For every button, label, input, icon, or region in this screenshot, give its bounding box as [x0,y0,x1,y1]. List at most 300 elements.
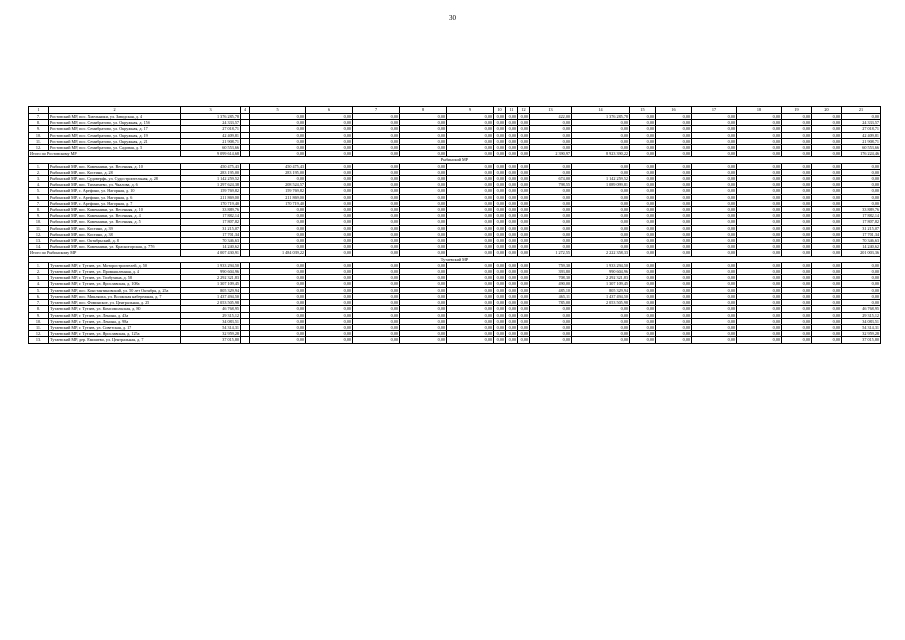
table-cell: 0,00 [353,182,400,188]
table-cell: 0,00 [737,182,782,188]
table-cell: 0,00 [656,225,692,231]
table-cell: 0,00 [447,194,494,200]
total-cell: 0,00 [353,151,400,157]
table-cell: 70 346,63 [181,238,241,244]
table-cell: 0,00 [572,169,630,175]
table-cell: 17 882,14 [181,213,241,219]
table-cell: 0,00 [692,188,737,194]
table-cell: 0,00 [400,262,447,268]
table-cell: 0,00 [518,163,530,169]
table-cell: 0,00 [353,244,400,250]
table-cell: 7. [29,200,49,206]
total-cell: 1 272,55 [530,250,572,256]
table-cell: 990 604,96 [181,269,241,275]
table-cell: 0,00 [447,337,494,343]
table-cell: 0,00 [494,169,506,175]
page-number: 30 [449,14,456,22]
table-cell: 1 089 099,81 [572,182,630,188]
table-cell: 0,00 [630,300,656,306]
table-cell: 0,00 [812,318,842,324]
table-cell: 0,00 [737,231,782,237]
table-cell: 0,00 [737,194,782,200]
table-cell: 13. [29,238,49,244]
table-cell: 0,00 [447,331,494,337]
table-cell: 0,00 [518,269,530,275]
table-cell: 0,00 [630,331,656,337]
table-cell: 0,00 [518,169,530,175]
total-cell: 9 099 614,68 [181,151,241,157]
table-cell: 0,00 [530,138,572,144]
table-cell: 0,00 [400,269,447,275]
table-cell: 0,00 [530,238,572,244]
table-cell: 0,00 [447,281,494,287]
table-cell: 0,00 [812,169,842,175]
table-cell: 0,00 [530,188,572,194]
address-cell: Тутаевский МР, дер. Емишево, ул. Центральная, д. 7 [49,337,181,343]
table-cell: 0,00 [494,225,506,231]
table-cell: 0,00 [506,225,518,231]
table-cell: 0,00 [630,182,656,188]
header-cell: 10 [494,107,506,114]
table-cell: 0,00 [250,262,306,268]
table-cell: 0,00 [353,331,400,337]
table-cell: 0,00 [572,207,630,213]
table-cell: 0,00 [572,213,630,219]
table-cell: 17 807,82 [842,219,881,225]
table-cell: 5. [29,287,49,293]
table-cell: 0,00 [353,163,400,169]
table-cell: 0,00 [692,138,737,144]
table-cell: 0,00 [518,238,530,244]
table-cell: 0,00 [400,306,447,312]
table-cell: 0,00 [306,145,353,151]
table-cell: 17 701,34 [842,231,881,237]
table-cell: 0,00 [518,225,530,231]
table-cell: 0,00 [353,132,400,138]
table-cell: 0,00 [692,244,737,250]
table-cell: 0,00 [656,132,692,138]
table-cell: 0,00 [812,200,842,206]
table-cell: 0,00 [250,244,306,250]
table-cell: 1 437 494,50 [572,293,630,299]
header-cell: 17 [692,107,737,114]
table-cell: 2. [29,269,49,275]
address-cell: Рыбинский МР, пос. Костино, д. 28 [49,169,181,175]
table-cell: 0,00 [782,219,812,225]
table-cell: 0,00 [506,287,518,293]
table-cell: 0,00 [737,219,782,225]
table-cell: 0,00 [842,200,881,206]
table-cell: 0,00 [518,194,530,200]
table-cell: 0,00 [812,293,842,299]
table-cell: 0,00 [400,126,447,132]
table-cell: 0,00 [518,182,530,188]
table-cell: 0,00 [656,182,692,188]
address-cell: Ростовский МР, пос. Хмельники, ул. Заводская, д. 4 [49,114,181,120]
total-cell: 8 923 390,22 [572,151,630,157]
table-cell: 0,00 [572,312,630,318]
table-cell: 0,00 [842,293,881,299]
total-cell: 0,00 [400,250,447,256]
table-cell: 0,00 [572,331,630,337]
table-cell: 0,00 [782,225,812,231]
table-cell: 0,00 [692,324,737,330]
table-cell: 14. [29,244,49,250]
table-cell: 1 142 259,52 [572,176,630,182]
table-cell: 0,00 [494,207,506,213]
table-cell: 0,00 [306,324,353,330]
table-cell: 0,00 [494,213,506,219]
address-cell: Рыбинский МР, пос. Каменники, ул. Красногорская, д. 77б [49,244,181,250]
table-cell: 0,00 [530,120,572,126]
table-cell: 2 053 505,98 [181,300,241,306]
table-cell: 0,00 [782,176,812,182]
table-cell: 0,00 [506,231,518,237]
address-cell: Рыбинский МР, пос. Каменники, ул. Весенняя, д. 4 [49,213,181,219]
table-cell: 465,11 [530,293,572,299]
table-cell: 0,00 [353,169,400,175]
table-cell: 0,00 [630,219,656,225]
table-cell: 0,00 [250,176,306,182]
table-cell: 0,00 [494,331,506,337]
table-cell: 0,00 [518,306,530,312]
table-cell: 10. [29,132,49,138]
table-cell: 422,00 [530,114,572,120]
table-cell: 0,00 [656,213,692,219]
table-cell: 0,00 [782,293,812,299]
table-cell: 0,00 [692,200,737,206]
table-cell: 0,00 [306,293,353,299]
table-cell: 0,00 [782,138,812,144]
table-cell: 0,00 [353,176,400,182]
table-cell: 0,00 [353,126,400,132]
table-cell: 0,00 [572,120,630,126]
table-cell: 0,00 [737,318,782,324]
table-cell: 0,00 [630,262,656,268]
table-cell: 0,00 [447,114,494,120]
table-cell: 0,00 [656,176,692,182]
table-cell: 0,00 [447,293,494,299]
table-cell: 0,00 [812,219,842,225]
table-cell: 0,00 [518,138,530,144]
table-cell: 0,00 [353,324,400,330]
table-cell: 0,00 [630,114,656,120]
table-row [29,337,881,343]
total-cell: 0,00 [250,151,306,157]
table-cell: 0,00 [353,293,400,299]
table-cell: 0,00 [737,275,782,281]
table-cell: 31 215,07 [842,225,881,231]
table-cell: 0,00 [630,200,656,206]
table-cell: 0,00 [400,169,447,175]
table-cell: 0,00 [530,126,572,132]
table-cell: 0,00 [506,318,518,324]
table-cell: 0,00 [656,324,692,330]
table-cell: 0,00 [494,194,506,200]
table-cell: 0,00 [692,231,737,237]
table-cell: 0,00 [572,337,630,343]
table-cell: 1 933 294,50 [572,262,630,268]
table-cell: 0,00 [782,262,812,268]
table-cell: 0,00 [494,188,506,194]
section-title: Тутаевский МР [29,256,881,262]
table-cell: 2 053 505,98 [572,300,630,306]
table-cell: 0,00 [530,207,572,213]
table-cell: 0,00 [353,219,400,225]
table-cell: 0,00 [250,300,306,306]
table-cell: 208 524,57 [250,182,306,188]
table-cell: 27 018,71 [181,126,241,132]
table-cell: 0,00 [506,126,518,132]
table-cell: 0,00 [306,287,353,293]
table-cell: 0,00 [656,287,692,293]
table-cell: 60 553,66 [842,145,881,151]
table-cell: 0,00 [782,145,812,151]
table-cell: 0,00 [737,163,782,169]
table-cell: 10. [29,318,49,324]
table-cell: 0,00 [250,238,306,244]
table-cell: 0,00 [737,281,782,287]
address-cell: Рыбинский МР, пос. Октябрьский, д. 8 [49,238,181,244]
table-cell: 0,00 [506,337,518,343]
table-cell: 0,00 [353,120,400,126]
table-cell: 0,00 [250,213,306,219]
table-cell: 0,00 [530,324,572,330]
table-cell: 0,00 [447,318,494,324]
table-cell: 0,00 [782,126,812,132]
table-cell: 0,00 [692,213,737,219]
table-cell: 1 142 259,52 [181,176,241,182]
table-cell: 0,00 [353,188,400,194]
table-cell: 0,00 [530,219,572,225]
table-cell: 0,00 [306,262,353,268]
table-cell: 0,00 [656,244,692,250]
table-cell: 0,00 [842,300,881,306]
table-cell: 3. [29,275,49,281]
table-cell: 0,00 [506,300,518,306]
total-cell: 0,00 [630,151,656,157]
address-cell: Рыбинский МР, пос. Костино, д. 39 [49,225,181,231]
table-cell: 0,00 [250,293,306,299]
table-cell: 0,00 [518,176,530,182]
table-cell: 0,00 [812,231,842,237]
total-cell: 0,00 [400,151,447,157]
address-cell: Рыбинский МР, пос. Каменники, ул. Весенняя, д. 10 [49,163,181,169]
table-cell: 8. [29,306,49,312]
address-cell: Тутаевский МР, г. Тутаев, ул. Ярославская, д. 108а [49,281,181,287]
table-cell: 0,00 [400,219,447,225]
table-cell: 0,00 [630,312,656,318]
table-cell: 0,00 [400,231,447,237]
table-cell: 0,00 [692,120,737,126]
header-cell: 16 [656,107,692,114]
table-cell: 0,00 [494,312,506,318]
table-cell: 0,00 [692,194,737,200]
table-cell: 42 409,81 [181,132,241,138]
table-cell: 54 314,31 [181,324,241,330]
table-cell: 0,00 [812,213,842,219]
table-cell: 0,00 [782,318,812,324]
table-cell: 0,00 [782,287,812,293]
total-cell: 0,00 [494,250,506,256]
table-cell: 0,00 [400,287,447,293]
table-cell: 0,00 [692,306,737,312]
address-cell: Тутаевский МР, пос. Микляиха, ул. Волжская набережная, д. 7 [49,293,181,299]
table-cell: 0,00 [812,275,842,281]
address-cell: Тутаевский МР, г. Тутаев, ул. Ленина, д. 43а [49,312,181,318]
table-cell: 0,00 [782,281,812,287]
table-cell: 0,00 [692,219,737,225]
table-cell: 0,00 [572,132,630,138]
table-cell: 0,00 [447,169,494,175]
table-cell: 0,00 [447,275,494,281]
table-cell: 0,00 [842,262,881,268]
table-cell: 0,00 [630,138,656,144]
table-cell: 485,10 [530,287,572,293]
table-cell: 283 195,00 [250,169,306,175]
table-cell: 0,00 [494,126,506,132]
total-cell: 201 003,36 [842,250,881,256]
table-cell: 0,00 [447,176,494,182]
address-cell: Тутаевский МР, г. Тутаев, ул. Советская, д. 17 [49,324,181,330]
header-cell: 19 [782,107,812,114]
table-cell: 0,00 [782,120,812,126]
table-cell: 0,00 [842,169,881,175]
table-cell: 1 307 109,45 [181,281,241,287]
table-cell: 0,00 [630,207,656,213]
address-cell: Ростовский МР, пос. Семибратово, ул. Садовая, д. 5 [49,145,181,151]
table-cell: 0,00 [494,145,506,151]
table-cell: 0,00 [447,269,494,275]
table-cell: 29 315,12 [181,312,241,318]
table-cell: 0,00 [692,337,737,343]
table-cell: 0,00 [506,238,518,244]
table-cell: 0,00 [782,169,812,175]
table-cell: 0,00 [494,163,506,169]
table-cell: 0,00 [250,114,306,120]
table-cell: 0,00 [737,287,782,293]
header-cell: 12 [518,107,530,114]
table-cell: 0,00 [353,262,400,268]
table-cell: 0,00 [494,238,506,244]
table-cell: 0,00 [656,188,692,194]
address-cell: Рыбинский МР, пос. Каменники, ул. Весенняя, д. 10 [49,207,181,213]
table-cell: 0,00 [782,207,812,213]
table-cell: 0,00 [656,207,692,213]
table-cell: 0,00 [306,213,353,219]
table-cell: 0,00 [630,163,656,169]
table-cell: 0,00 [447,225,494,231]
table-cell: 0,00 [506,281,518,287]
table-cell: 37 015,80 [842,337,881,343]
table-cell: 0,00 [572,318,630,324]
table-cell: 0,00 [630,324,656,330]
table-cell: 0,00 [506,269,518,275]
table-cell: 0,00 [656,337,692,343]
table-cell: 0,00 [630,318,656,324]
repair-program-table [28,106,881,344]
table-cell: 14 240,62 [181,244,241,250]
header-cell: 5 [250,107,306,114]
table-cell: 0,00 [812,207,842,213]
table-cell: 17 807,82 [181,219,241,225]
table-cell: 0,00 [572,163,630,169]
header-cell: 20 [812,107,842,114]
table-cell: 0,00 [572,324,630,330]
table-cell: 0,00 [737,331,782,337]
table-cell: 0,00 [306,306,353,312]
total-cell: 0,00 [353,250,400,256]
table-cell: 0,00 [530,225,572,231]
table-cell: 34 083,51 [842,318,881,324]
table-cell: 0,00 [692,114,737,120]
table-cell: 0,00 [782,306,812,312]
table-cell: 0,00 [400,238,447,244]
table-cell: 0,00 [530,244,572,250]
header-cell: 14 [572,107,630,114]
table-cell: 0,00 [506,293,518,299]
table-cell: 11. [29,324,49,330]
table-cell: 21 908,71 [181,138,241,144]
address-cell: Рыбинский МР, пос. Тихменево, ул. Чкалова, д. 6 [49,182,181,188]
table-cell: 54 314,31 [842,324,881,330]
table-cell: 0,00 [353,200,400,206]
header-cell: 8 [400,107,447,114]
section-title: Рыбинский МР [29,157,881,163]
table-cell: 0,00 [250,306,306,312]
address-cell: Рыбинский МР, пос. Судоверфь, ул. Судостроительная, д. 28 [49,176,181,182]
table-cell: 0,00 [737,225,782,231]
table-cell: 0,00 [250,318,306,324]
table-cell: 0,00 [692,163,737,169]
table-cell: 0,00 [306,138,353,144]
table-cell: 0,00 [518,126,530,132]
table-cell: 0,00 [782,163,812,169]
table-cell: 0,00 [447,300,494,306]
table-cell: 0,00 [447,244,494,250]
table-cell: 0,00 [782,337,812,343]
table-cell: 990 604,96 [572,269,630,275]
table-cell: 42 409,81 [842,132,881,138]
table-cell: 0,00 [250,331,306,337]
table-cell: 0,00 [737,126,782,132]
total-cell: 0,00 [630,250,656,256]
table-cell: 0,00 [812,188,842,194]
table-cell: 0,00 [737,200,782,206]
table-cell: 0,00 [447,306,494,312]
table-cell: 0,00 [656,200,692,206]
table-cell: 0,00 [812,324,842,330]
table-cell: 0,00 [494,132,506,138]
table-cell: 0,00 [630,188,656,194]
table-cell: 9. [29,126,49,132]
header-cell: 4 [241,107,250,114]
table-cell: 0,00 [782,200,812,206]
table-cell: 0,00 [306,231,353,237]
table-cell: 0,00 [656,300,692,306]
total-label: Итого по Рыбинскому МР [29,250,181,256]
table-cell: 0,00 [506,331,518,337]
table-cell: 0,00 [353,225,400,231]
table-cell: 0,00 [842,287,881,293]
total-cell: 0,00 [782,250,812,256]
table-cell: 0,00 [572,306,630,312]
table-cell: 0,00 [782,194,812,200]
address-cell: Рыбинский МР, пос. Каменники, ул. Весенняя, д. 5 [49,219,181,225]
table-cell: 10. [29,219,49,225]
table-cell: 0,00 [400,324,447,330]
table-cell: 0,00 [782,182,812,188]
